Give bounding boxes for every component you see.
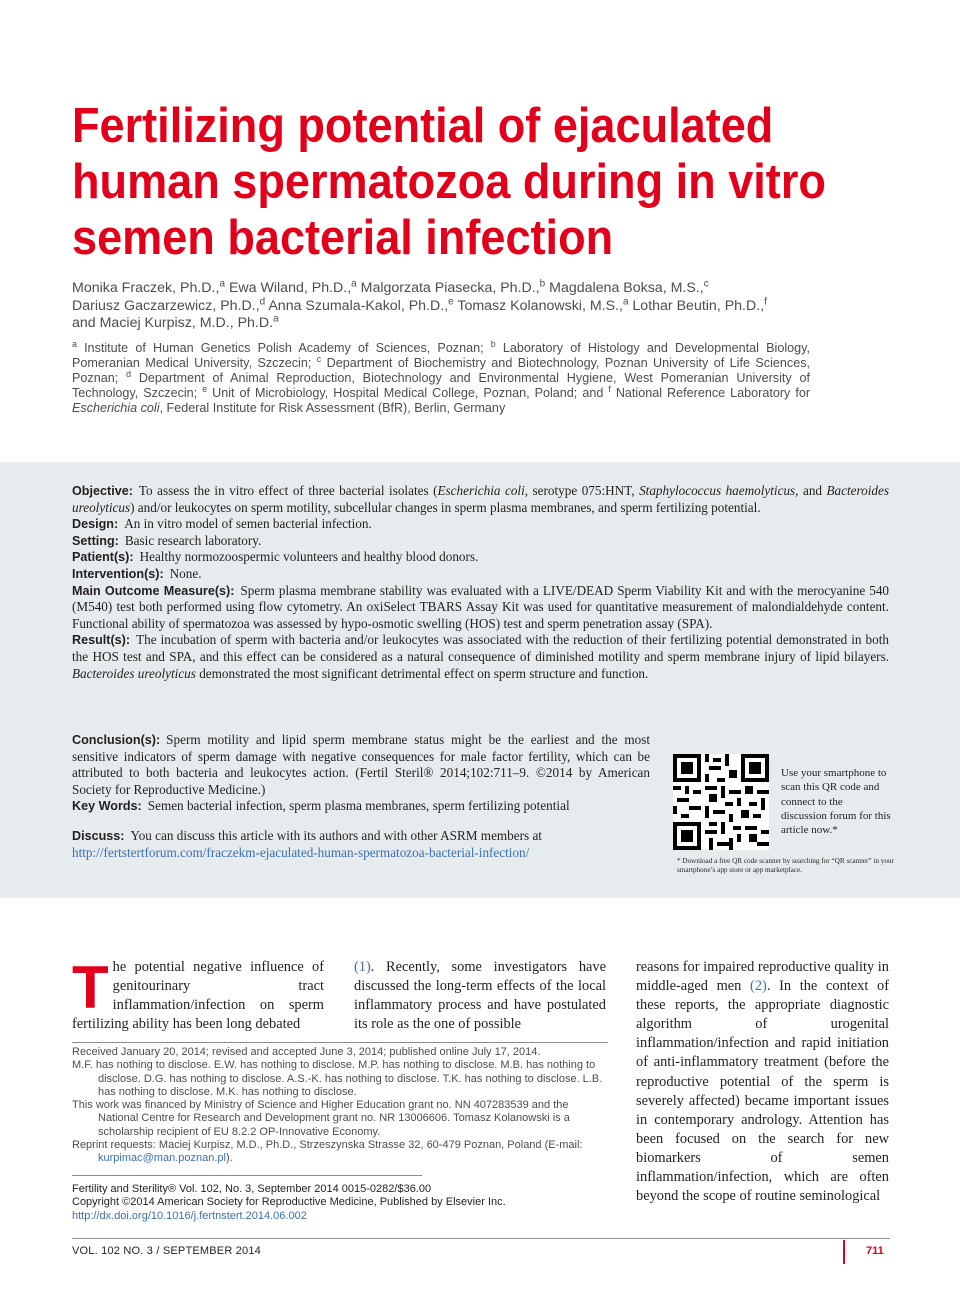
author: Ewa Wiland, Ph.D., bbox=[228, 280, 352, 296]
journal-info: Fertility and Sterility® Vol. 102, No. 3, September 2014 0015-0282/$36.00 Copyright ©2014 American Society for Reproductive Medicine, Published by Elsevier Inc. http://dx.doi.org/10.1016/j.fertnstert.2014.06.002 bbox=[72, 1183, 506, 1222]
abstract-keywords: Key Words: Semen bacterial infection, sperm plasma membranes, sperm fertilizing potential bbox=[72, 798, 570, 814]
author: Magdalena Boksa, M.S., bbox=[549, 280, 704, 296]
doi-link[interactable]: http://dx.doi.org/10.1016/j.fertnstert.2014.06.002 bbox=[72, 1209, 307, 1222]
abstract-main-outcome: Main Outcome Measure(s): Sperm plasma membrane stability was evaluated with a LIVE/DEAD Sperm Viability Kit and with the merocyanine 540 (M540) test both performed using flow cytometry. An oxiSelect TBARS Assay Kit was used for quantitative measurement of malondialdehyde content. Functional ability of spermatozoa was assessed by hypo-osmotic swelling (HOS) test and sperm penetration assay (SPA). bbox=[72, 582, 890, 631]
author: Tomasz Kolanowski, M.S., bbox=[457, 297, 623, 314]
qr-instructions: Use your smartphone to scan this QR code and connect to the discussion forum for this article now.* bbox=[781, 767, 891, 837]
author-list: Monika Fraczek, Ph.D.,$^a$ Ewa Wiland, Ph.D.,$^a$ Malgorzata Piasecka, Ph.D.,$^b$ Magdalena Boksa, M.S.,$^c$ Dariusz Gaczarzewicz, Ph.D.,$^d$ Anna Szumala-Kakol, Ph.D.,$^e$ Tomasz Kolanowski, M.S.,$^a$ Lothar Beutin, Ph.D.,$^f$ and Maciej Kurpisz, M.D., Ph.D.$^a$ bbox=[72, 278, 767, 331]
email-link[interactable]: kurpimac@man.poznan.pl bbox=[98, 1152, 226, 1165]
abstract-design: Design: An in vitro model of semen bacterial infection. bbox=[72, 516, 372, 532]
qr-code-icon[interactable] bbox=[673, 754, 769, 850]
abstract-objective: Objective: To assess the in vitro effect of three bacterial isolates (Escherichia coli, serotype 075:HNT, Staphylococcus haemolyticus, and Bacteroides ureolyticus) and/or leukocytes on sperm motility, subcellular changes in sperm plasma membranes, and sperm fertilizing potential. bbox=[72, 483, 889, 515]
running-footer: VOL. 102 NO. 3 / SEPTEMBER 2014 bbox=[72, 1245, 262, 1257]
drop-cap: T bbox=[72, 954, 109, 1021]
discuss-forum-link[interactable]: http://fertstertforum.com/fraczekm-ejaculated-human-spermatozoa-bacterial-infection/ bbox=[72, 844, 530, 860]
journal-divider bbox=[72, 1175, 422, 1176]
author: Monika Fraczek, Ph.D., bbox=[72, 280, 220, 296]
author: Malgorzata Piasecka, Ph.D., bbox=[360, 280, 540, 296]
page-footer-divider bbox=[72, 1238, 890, 1239]
author: Dariusz Gaczarzewicz, Ph.D., bbox=[72, 297, 260, 314]
abstract-interventions: Intervention(s): None. bbox=[72, 565, 202, 581]
abstract bbox=[72, 483, 889, 682]
qr-footnote: * Download a free QR code scanner by searching for “QR scanner” in your smartphone’s app store or app marketplace. bbox=[677, 857, 894, 874]
footnotes bbox=[72, 1046, 608, 1166]
citation-link[interactable]: (2) bbox=[750, 978, 767, 995]
abstract-patients: Patient(s): Healthy normozoospermic volunteers and healthy blood donors. bbox=[72, 549, 479, 565]
funding: This work was financed by Ministry of Science and Higher Education grant no. NN 407283539 and the National Centre for Research and Development grant no. NR 13006606. Tomasz Kolanowski is a scholarship recipient of EU 8.2.2 OP-Innovative Economy. bbox=[72, 1099, 570, 1138]
body-column-2: (1). Recently, some investigators have discussed the long-term effects of the local inflammatory process and have postulated its role as the one of possible bbox=[354, 959, 606, 1033]
received-dates: Received January 20, 2014; revised and accepted June 3, 2014; published online July 17, 2014. bbox=[72, 1046, 541, 1058]
discuss-note: Discuss: You can discuss this article with its authors and with other ASRM members at http://fertstertforum.com/fraczekm-ejaculated-human-spermatozoa-bacterial-infection/ bbox=[72, 828, 542, 860]
reprint-requests: Reprint requests: Maciej Kurpisz, M.D., Ph.D., Strzeszynska Strasse 32, 60-479 Poznan, Poland (E-mail: kurpimac@man.poznan.pl). bbox=[72, 1139, 583, 1165]
abstract-conclusions: Conclusion(s): Sperm motility and lipid sperm membrane status might be the earliest and the most sensitive indicators of sperm damage with negative consequences for male factor fertility, which can be attributed to both bacteria and leukocytes action. (Fertil Steril® 2014;102:711–9. ©2014 by American Society for Reproductive Medicine.) bbox=[72, 732, 650, 797]
abstract-results: Result(s): The incubation of sperm with bacteria and/or leukocytes was associated with the reduction of their fertilizing potential demonstrated in both the HOS test and SPA, and this effect can be considered as a natural consequence of diminished motility and sperm membrane injury of lipid bilayers. Bacteroides ureolyticus demonstrated the most significant detrimental effect on sperm structure and function. bbox=[72, 632, 889, 681]
disclosures: M.F. has nothing to disclose. E.W. has nothing to disclose. M.P. has nothing to disclose. M.B. has nothing to disclose. D.G. has nothing to disclose. A.S.-K. has nothing to disclose. T.K. has nothing to disclose. L.B. has nothing to disclose. M.K. has nothing to disclose. bbox=[72, 1059, 603, 1098]
abstract-conclusions-block bbox=[72, 732, 650, 815]
abstract-setting: Setting: Basic research laboratory. bbox=[72, 532, 262, 548]
author: Anna Szumala-Kakol, Ph.D., bbox=[268, 297, 449, 314]
article-title: Fertilizing potential of ejaculated human spermatozoa during in vitro semen bacterial infection bbox=[72, 99, 826, 265]
body-column-1: The potential negative influence of genitourinary tract inflammation/infection on sperm fertilizing ability has been long debated bbox=[72, 954, 324, 1033]
footnote-divider bbox=[72, 1042, 608, 1043]
author: and Maciej Kurpisz, M.D., Ph.D. bbox=[72, 315, 274, 331]
page-number-separator bbox=[843, 1240, 845, 1264]
citation-link[interactable]: (1) bbox=[354, 959, 371, 975]
body-column-3: reasons for impaired reproductive quality in middle-aged men (2). In the context of these reports, the appropriate diagnostic algorithm of urogenital inflammation/infection and rapid initiation of anti-inflammatory treatment (before the reproductive potential of the sperm is severely affected) became important issues in contemporary andrology. Attention has been focused on the search for new biomarkers of semen inflammation/infection, which are often beyond the scope of routine seminological bbox=[636, 959, 889, 1205]
page-number: 711 bbox=[866, 1245, 884, 1257]
author: Lothar Beutin, Ph.D., bbox=[632, 297, 765, 314]
affiliations: $^a$ Institute of Human Genetics Polish Academy of Sciences, Poznan; $^b$ Laboratory of Histology and Developmental Biology, Pomeranian Medical University, Szczecin; $^c$ Department of Biochemistry and Biotechnology, Poznan University of Life Sciences, Poznan; $^d$ Department of Animal Reproduction, Biotechnology and Environmental Hygiene, West Pomeranian University of Technology, Szczecin; $^e$ Unit of Microbiology, Hospital Medical College, Poznan, Poland; and $^f$ National Reference Laboratory for Escherichia coli, Federal Institute for Risk Assessment (BfR), Berlin, Germany bbox=[72, 338, 811, 415]
